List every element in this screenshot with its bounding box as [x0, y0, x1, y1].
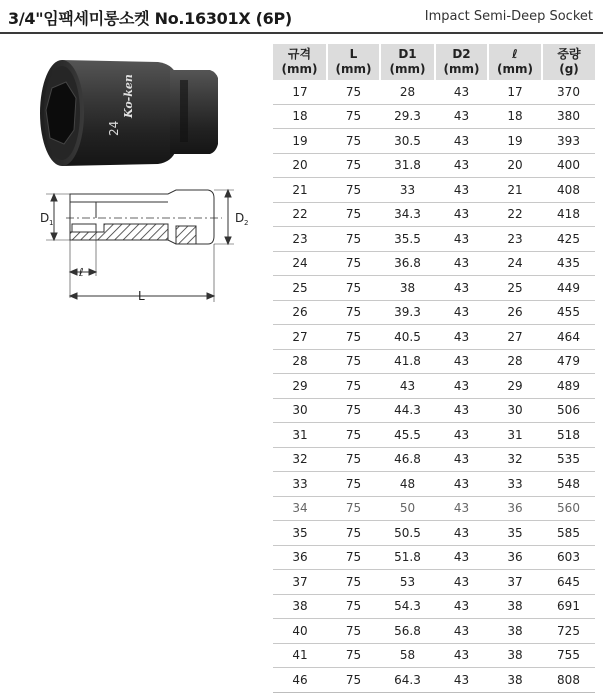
table-row [273, 643, 595, 668]
table-cell: 38 [488, 619, 542, 644]
table-cell: 22 [273, 202, 327, 227]
table-cell: 75 [327, 80, 380, 104]
table-cell: 43 [435, 447, 488, 472]
table-header-row [273, 44, 595, 80]
table-cell: 17 [488, 80, 542, 104]
header-weight [542, 44, 595, 80]
table-cell: 535 [542, 447, 595, 472]
table-cell: 40 [273, 619, 327, 644]
table-cell: 43 [435, 349, 488, 374]
page-title: 3/4"임팩세미롱소켓 No.16301X (6P) [8, 9, 292, 28]
table-row [273, 276, 595, 301]
table-cell: 43 [380, 374, 435, 399]
table-cell: 75 [327, 423, 380, 448]
table-row [273, 423, 595, 448]
table-cell: 43 [435, 423, 488, 448]
table-cell: 808 [542, 668, 595, 693]
table-cell: 455 [542, 300, 595, 325]
table-cell: 30 [273, 398, 327, 423]
table-cell: 32 [273, 447, 327, 472]
label-d1: D [40, 211, 50, 225]
table-cell: 41.8 [380, 349, 435, 374]
table-cell: 489 [542, 374, 595, 399]
table-row [273, 570, 595, 595]
table-cell: 38 [488, 643, 542, 668]
table-cell: 435 [542, 251, 595, 276]
table-row [273, 80, 595, 104]
table-cell: 43 [435, 300, 488, 325]
table-cell: 36 [273, 545, 327, 570]
table-cell: 43 [435, 570, 488, 595]
table-cell: 40.5 [380, 325, 435, 350]
table-row [273, 668, 595, 693]
table-cell: 75 [327, 104, 380, 129]
table-cell: 75 [327, 668, 380, 693]
table-cell: 35.5 [380, 227, 435, 252]
table-row [273, 447, 595, 472]
table-row [273, 202, 595, 227]
table-cell: 645 [542, 570, 595, 595]
table-cell: 75 [327, 594, 380, 619]
table-cell: 548 [542, 472, 595, 497]
socket-photo [40, 60, 218, 166]
table-cell: 64.3 [380, 668, 435, 693]
table-cell: 21 [273, 178, 327, 203]
table-cell: 39.3 [380, 300, 435, 325]
table-cell: 50 [380, 496, 435, 521]
table-cell: 38 [273, 594, 327, 619]
table-cell: 75 [327, 447, 380, 472]
table-body [273, 80, 595, 692]
table-cell: 75 [327, 129, 380, 154]
table-cell: 29 [273, 374, 327, 399]
table-cell: 75 [327, 619, 380, 644]
table-cell: 560 [542, 496, 595, 521]
table-cell: 43 [435, 521, 488, 546]
table-cell: 25 [488, 276, 542, 301]
table-cell: 53 [380, 570, 435, 595]
table-cell: 18 [273, 104, 327, 129]
table-row [273, 374, 595, 399]
table-cell: 43 [435, 153, 488, 178]
table-cell: 43 [435, 668, 488, 693]
table-row [273, 104, 595, 129]
table-cell: 603 [542, 545, 595, 570]
table-cell: 58 [380, 643, 435, 668]
table-cell: 45.5 [380, 423, 435, 448]
table-cell: 370 [542, 80, 595, 104]
header-unit: (mm) [443, 62, 480, 76]
header-label: ℓ [512, 47, 518, 61]
table-cell: 449 [542, 276, 595, 301]
table-cell: 418 [542, 202, 595, 227]
table-cell: 35 [273, 521, 327, 546]
table-cell: 26 [488, 300, 542, 325]
table-cell: 19 [273, 129, 327, 154]
table-cell: 34.3 [380, 202, 435, 227]
table-cell: 43 [435, 398, 488, 423]
table-cell: 43 [435, 374, 488, 399]
table-cell: 24 [273, 251, 327, 276]
header-ell [488, 44, 542, 80]
page-header [0, 0, 603, 34]
table-cell: 46 [273, 668, 327, 693]
table-cell: 23 [488, 227, 542, 252]
table-cell: 506 [542, 398, 595, 423]
table-cell: 44.3 [380, 398, 435, 423]
table-cell: 75 [327, 251, 380, 276]
label-ell: ℓ [79, 266, 84, 279]
table-cell: 37 [488, 570, 542, 595]
table-row [273, 349, 595, 374]
table-cell: 43 [435, 104, 488, 129]
table-cell: 25 [273, 276, 327, 301]
table-cell: 20 [273, 153, 327, 178]
table-cell: 28 [488, 349, 542, 374]
table-cell: 19 [488, 129, 542, 154]
table-cell: 28 [380, 80, 435, 104]
table-cell: 37 [273, 570, 327, 595]
table-cell: 408 [542, 178, 595, 203]
table-cell: 22 [488, 202, 542, 227]
table-cell: 43 [435, 619, 488, 644]
table-cell: 380 [542, 104, 595, 129]
spec-table [273, 44, 595, 693]
table-cell: 393 [542, 129, 595, 154]
table-cell: 33 [488, 472, 542, 497]
label-d2: D [235, 211, 245, 225]
socket-size-mark: 24 [107, 120, 121, 136]
table-cell: 75 [327, 472, 380, 497]
table-cell: 50.5 [380, 521, 435, 546]
table-cell: 75 [327, 643, 380, 668]
table-row [273, 594, 595, 619]
table-cell: 23 [273, 227, 327, 252]
table-cell: 755 [542, 643, 595, 668]
table-cell: 75 [327, 227, 380, 252]
page-subtitle: Impact Semi-Deep Socket [424, 9, 593, 24]
table-cell: 43 [435, 129, 488, 154]
table-cell: 30 [488, 398, 542, 423]
table-cell: 75 [327, 545, 380, 570]
table-cell: 56.8 [380, 619, 435, 644]
table-cell: 48 [380, 472, 435, 497]
header-unit: (mm) [389, 62, 426, 76]
table-cell: 691 [542, 594, 595, 619]
table-cell: 38 [380, 276, 435, 301]
table-cell: 24 [488, 251, 542, 276]
dimension-drawing [46, 190, 234, 302]
table-cell: 43 [435, 227, 488, 252]
table-cell: 34 [273, 496, 327, 521]
table-cell: 43 [435, 202, 488, 227]
table-cell: 75 [327, 374, 380, 399]
table-cell: 21 [488, 178, 542, 203]
table-cell: 75 [327, 398, 380, 423]
table-cell: 43 [435, 325, 488, 350]
table-cell: 43 [435, 496, 488, 521]
table-row [273, 178, 595, 203]
table-cell: 43 [435, 276, 488, 301]
table-cell: 43 [435, 545, 488, 570]
table-cell: 35 [488, 521, 542, 546]
table-row [273, 227, 595, 252]
table-cell: 75 [327, 178, 380, 203]
socket-brand-logo: Ko-ken [122, 74, 135, 118]
table-row [273, 545, 595, 570]
table-cell: 43 [435, 594, 488, 619]
table-cell: 29.3 [380, 104, 435, 129]
header-label: D2 [452, 47, 471, 61]
header-label: 규격 [287, 47, 312, 61]
table-cell: 43 [435, 80, 488, 104]
table-cell: 31 [273, 423, 327, 448]
table-cell: 46.8 [380, 447, 435, 472]
table-cell: 29 [488, 374, 542, 399]
table-cell: 425 [542, 227, 595, 252]
header-size [273, 44, 327, 80]
table-cell: 725 [542, 619, 595, 644]
table-row [273, 472, 595, 497]
table-cell: 27 [488, 325, 542, 350]
table-cell: 75 [327, 202, 380, 227]
table-row [273, 398, 595, 423]
table-cell: 38 [488, 594, 542, 619]
table-row [273, 619, 595, 644]
table-cell: 31.8 [380, 153, 435, 178]
header-label: L [349, 47, 358, 61]
table-cell: 43 [435, 472, 488, 497]
table-cell: 43 [435, 251, 488, 276]
table-cell: 20 [488, 153, 542, 178]
table-cell: 75 [327, 521, 380, 546]
table-cell: 54.3 [380, 594, 435, 619]
header-length [327, 44, 380, 80]
table-cell: 75 [327, 153, 380, 178]
table-cell: 518 [542, 423, 595, 448]
label-d2-sub: 2 [244, 219, 249, 227]
table-cell: 31 [488, 423, 542, 448]
table-cell: 28 [273, 349, 327, 374]
table-cell: 36 [488, 496, 542, 521]
label-d1-sub: 1 [49, 219, 54, 227]
table-cell: 75 [327, 496, 380, 521]
header-unit: (mm) [335, 62, 372, 76]
table-cell: 38 [488, 668, 542, 693]
table-cell: 479 [542, 349, 595, 374]
label-length: L [138, 289, 145, 303]
table-cell: 75 [327, 276, 380, 301]
table-cell: 26 [273, 300, 327, 325]
table-row [273, 129, 595, 154]
table-cell: 43 [435, 178, 488, 203]
table-row [273, 153, 595, 178]
table-cell: 585 [542, 521, 595, 546]
product-illustration [0, 40, 270, 330]
header-unit: (g) [559, 62, 579, 76]
header-d1 [380, 44, 435, 80]
table-cell: 75 [327, 349, 380, 374]
header-unit: (mm) [497, 62, 533, 76]
table-cell: 75 [327, 570, 380, 595]
header-label: 중량 [557, 47, 581, 61]
table-row [273, 521, 595, 546]
table-row [273, 251, 595, 276]
table-row [273, 496, 595, 521]
table-cell: 30.5 [380, 129, 435, 154]
table-cell: 17 [273, 80, 327, 104]
table-cell: 400 [542, 153, 595, 178]
table-cell: 27 [273, 325, 327, 350]
table-cell: 36 [488, 545, 542, 570]
table-cell: 51.8 [380, 545, 435, 570]
table-row [273, 325, 595, 350]
header-d2 [435, 44, 488, 80]
table-cell: 43 [435, 643, 488, 668]
table-cell: 33 [273, 472, 327, 497]
table-cell: 36.8 [380, 251, 435, 276]
table-cell: 41 [273, 643, 327, 668]
table-cell: 32 [488, 447, 542, 472]
header-label: D1 [398, 47, 417, 61]
header-unit: (mm) [281, 62, 318, 76]
table-cell: 75 [327, 300, 380, 325]
table-row [273, 300, 595, 325]
table-cell: 464 [542, 325, 595, 350]
table-cell: 75 [327, 325, 380, 350]
table-cell: 33 [380, 178, 435, 203]
table-cell: 18 [488, 104, 542, 129]
